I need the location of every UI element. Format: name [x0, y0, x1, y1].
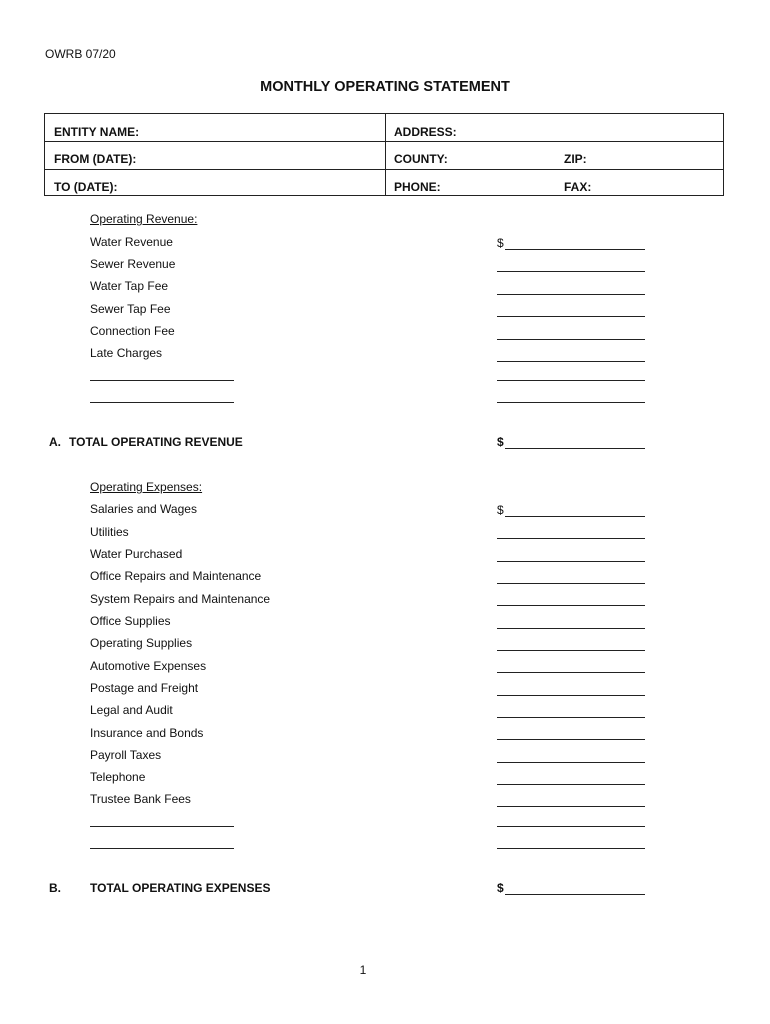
revenue-amount-field[interactable]	[497, 326, 645, 340]
expense-amount-field[interactable]	[497, 592, 645, 606]
expense-amount-field[interactable]	[497, 525, 645, 539]
revenue-amount-field[interactable]	[497, 367, 645, 381]
county-field[interactable]: COUNTY:	[394, 152, 448, 166]
expense-item-label: Payroll Taxes	[90, 748, 162, 762]
expense-amount-field[interactable]	[497, 659, 645, 673]
form-code: OWRB 07/20	[45, 47, 116, 61]
expense-item-label: Water Purchased	[90, 547, 183, 561]
custom-expense-label-field[interactable]	[90, 848, 234, 849]
table-divider	[45, 141, 723, 142]
expense-item-label: Office Repairs and Maintenance	[90, 569, 262, 583]
currency-symbol: $	[497, 881, 504, 895]
revenue-amount-field[interactable]	[497, 389, 645, 403]
address-field[interactable]: ADDRESS:	[394, 125, 457, 139]
expense-item-label: Utilities	[90, 525, 129, 539]
expense-amount-field[interactable]	[497, 771, 645, 785]
expense-amount-field[interactable]	[497, 749, 645, 763]
expense-item-label: Telephone	[90, 770, 146, 784]
expenses-heading: Operating Expenses:	[90, 480, 203, 494]
from-date-field[interactable]: FROM (DATE):	[54, 152, 137, 166]
expense-item-label: Trustee Bank Fees	[90, 792, 191, 806]
table-divider	[385, 114, 386, 195]
total-revenue-label: TOTAL OPERATING REVENUE	[69, 435, 243, 449]
currency-symbol: $	[497, 435, 504, 449]
custom-expense-label-field[interactable]	[90, 826, 234, 827]
custom-revenue-label-field[interactable]	[90, 402, 234, 403]
total-expenses-label: TOTAL OPERATING EXPENSES	[90, 881, 271, 895]
total-revenue-field[interactable]	[497, 435, 645, 449]
revenue-item-label: Sewer Tap Fee	[90, 302, 171, 316]
total-expenses-letter: B.	[49, 881, 61, 895]
revenue-amount-field[interactable]	[497, 258, 645, 272]
expense-amount-field[interactable]	[497, 503, 645, 517]
expense-item-label: Office Supplies	[90, 614, 171, 628]
expense-item-label: Legal and Audit	[90, 703, 173, 717]
total-expenses-field[interactable]	[497, 881, 645, 895]
revenue-heading: Operating Revenue:	[90, 212, 198, 226]
table-divider	[45, 169, 723, 170]
revenue-item-label: Connection Fee	[90, 324, 175, 338]
expense-amount-field[interactable]	[497, 570, 645, 584]
expense-item-label: Automotive Expenses	[90, 659, 207, 673]
revenue-amount-field[interactable]	[497, 303, 645, 317]
expense-amount-field[interactable]	[497, 726, 645, 740]
expense-item-label: Operating Supplies	[90, 636, 193, 650]
currency-symbol: $	[497, 503, 504, 517]
expense-item-label: Salaries and Wages	[90, 502, 197, 516]
revenue-item-label: Late Charges	[90, 346, 163, 360]
revenue-item-label: Water Tap Fee	[90, 279, 169, 293]
custom-revenue-label-field[interactable]	[90, 380, 234, 381]
page-title: MONTHLY OPERATING STATEMENT	[260, 79, 510, 95]
revenue-amount-field[interactable]	[497, 281, 645, 295]
page-number: 1	[359, 963, 367, 977]
revenue-amount-field[interactable]	[497, 348, 645, 362]
expense-amount-field[interactable]	[497, 615, 645, 629]
expense-amount-field[interactable]	[497, 637, 645, 651]
fax-field[interactable]: FAX:	[564, 180, 592, 194]
total-revenue-letter: A.	[49, 435, 61, 449]
expense-amount-field[interactable]	[497, 682, 645, 696]
zip-field[interactable]: ZIP:	[564, 152, 587, 166]
expense-amount-field[interactable]	[497, 813, 645, 827]
currency-symbol: $	[497, 236, 504, 250]
phone-field[interactable]: PHONE:	[394, 180, 441, 194]
entity-info-table	[44, 113, 724, 196]
entity-name-field[interactable]: ENTITY NAME:	[54, 125, 140, 139]
expense-item-label: System Repairs and Maintenance	[90, 592, 271, 606]
to-date-field[interactable]: TO (DATE):	[54, 180, 118, 194]
revenue-item-label: Sewer Revenue	[90, 257, 176, 271]
expense-item-label: Postage and Freight	[90, 681, 199, 695]
expense-item-label: Insurance and Bonds	[90, 726, 204, 740]
revenue-amount-field[interactable]	[497, 236, 645, 250]
expense-amount-field[interactable]	[497, 835, 645, 849]
revenue-item-label: Water Revenue	[90, 235, 173, 249]
expense-amount-field[interactable]	[497, 704, 645, 718]
expense-amount-field[interactable]	[497, 793, 645, 807]
expense-amount-field[interactable]	[497, 548, 645, 562]
